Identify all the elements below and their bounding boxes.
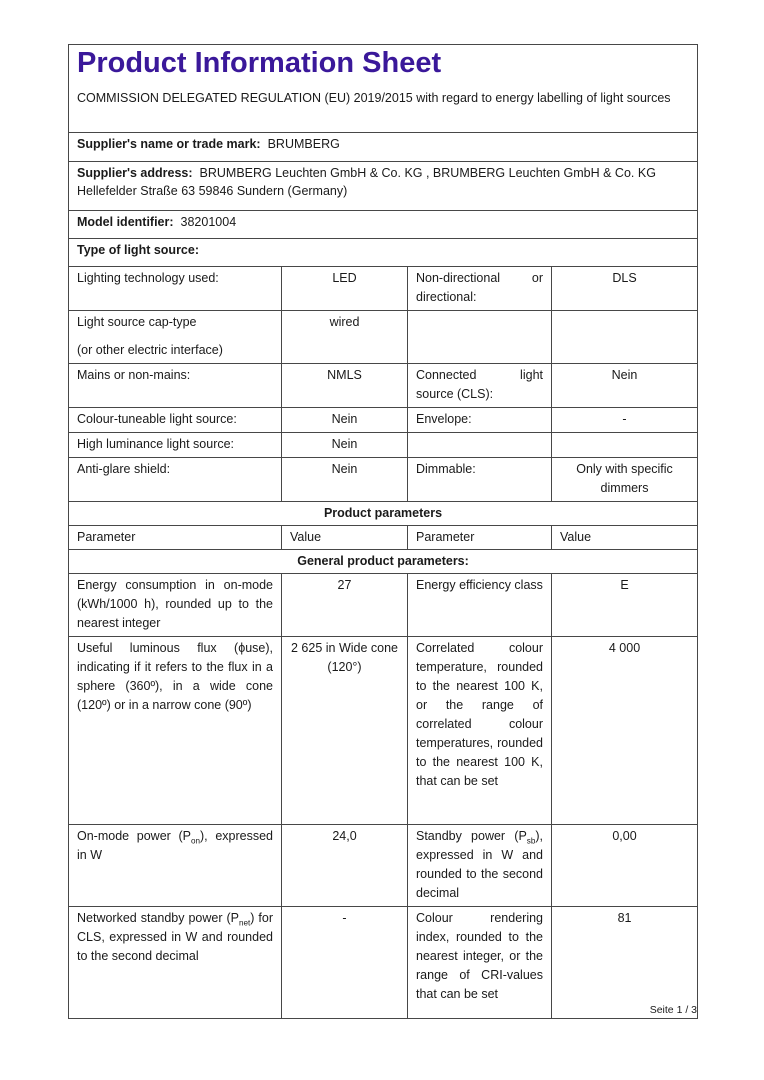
supplier-name-row [69, 133, 698, 162]
param-label-cell: Envelope: [408, 408, 552, 433]
param-value-cell: NMLS [282, 364, 408, 408]
table-row [69, 458, 698, 502]
param-value-cell: - [552, 408, 698, 433]
page-number: Seite 1 / 3 [649, 1004, 697, 1016]
column-header: Value [552, 525, 698, 549]
cap-type-line1: Light source cap-type [77, 315, 197, 329]
table-row [69, 636, 698, 824]
param-label-cell: On-mode power $(P_{on})$, expressed in W [69, 824, 282, 906]
column-header: Parameter [408, 525, 552, 549]
table-row [69, 267, 698, 311]
param-label-cell: Networked standby power $(P_{net})$ for CLS, expressed in W and rounded to the second decimal [69, 906, 282, 1018]
table-row [69, 824, 698, 906]
param-value-cell: wired [282, 311, 408, 364]
param-label-cell: Mains or non-mains: [69, 364, 282, 408]
regulation-subtitle: COMMISSION DELEGATED REGULATION (EU) 2019/2015 with regard to energy labelling of light sources [77, 91, 671, 106]
param-label-cell: High luminance light source: [69, 433, 282, 458]
model-identifier-label: Model identifier: [77, 215, 174, 229]
table-row [69, 311, 698, 364]
type-of-light-source-row [69, 239, 698, 267]
param-value-cell: DLS [552, 267, 698, 311]
supplier-name-value: BRUMBERG [267, 137, 340, 151]
cap-type-line2: (or other electric interface) [77, 343, 223, 357]
product-parameters-heading: Product parameters [69, 501, 698, 525]
param-label-cell [408, 311, 552, 364]
param-value-cell: Nein [282, 408, 408, 433]
model-identifier-value: 38201004 [180, 215, 237, 229]
product-info-sheet-table [68, 44, 698, 1019]
page-title: Product Information Sheet [77, 47, 442, 79]
param-label-cell: Standby power $(P_{sb})$, expressed in W and rounded to the second decimal [408, 824, 552, 906]
param-value-cell: E [552, 573, 698, 636]
param-value-cell: 4 000 [552, 636, 698, 824]
param-label-cell: Colour-tuneable light source: [69, 408, 282, 433]
param-label-cell: Energy consumption in on-mode (kWh/1000 h), rounded up to the nearest integer [69, 573, 282, 636]
param-label-cell: Anti-glare shield: [69, 458, 282, 502]
param-value-cell: Only with specific dimmers [552, 458, 698, 502]
supplier-address-row [69, 162, 698, 211]
param-value-cell: Nein [552, 364, 698, 408]
table-row [69, 573, 698, 636]
param-label-cell: Connected light source (CLS): [408, 364, 552, 408]
param-value-cell: 27 [282, 573, 408, 636]
param-value-cell: LED [282, 267, 408, 311]
param-label-cell [408, 433, 552, 458]
general-parameters-heading: General product parameters: [69, 549, 698, 573]
param-value-cell [552, 311, 698, 364]
param-value-cell: 0,00 [552, 824, 698, 906]
table-row [69, 364, 698, 408]
column-header: Parameter [69, 525, 282, 549]
type-of-light-source-label: Type of light source: [77, 243, 199, 257]
table-row [69, 433, 698, 458]
column-header: Value [282, 525, 408, 549]
param-value-cell [552, 433, 698, 458]
param-value-cell: 2 625 in Wide cone (120°) [282, 636, 408, 824]
param-label-cell: Lighting technology used: [69, 267, 282, 311]
model-identifier-row [69, 211, 698, 239]
header-cell [69, 45, 698, 133]
column-header-row [69, 525, 698, 549]
param-label-cell: Non-directional or directional: [408, 267, 552, 311]
param-label-cell: Dimmable: [408, 458, 552, 502]
supplier-address-value: BRUMBERG Leuchten GmbH & Co. KG , BRUMBERG Leuchten GmbH & Co. KG Hellefelder Straße 63 59846 Sundern (Germany) [77, 166, 656, 199]
param-label-cell: Useful luminous flux (ϕuse), indicating if it refers to the flux in a sphere (360º), in a wide cone (120º) or in a narrow cone (90º) [69, 636, 282, 824]
param-label-cell [69, 311, 282, 364]
param-value-cell: - [282, 906, 408, 1018]
param-label-cell: Colour rendering index, rounded to the nearest integer, or the range of CRI-values that can be set [408, 906, 552, 1018]
table-row [69, 906, 698, 1018]
param-label-cell: Correlated colour temperature, rounded to the nearest 100 K, or the range of correlated colour temperatures, rounded to the nearest 100 K, that can be set [408, 636, 552, 824]
supplier-address-label: Supplier's address: [77, 166, 193, 180]
table-row [69, 408, 698, 433]
param-label-cell: Energy efficiency class [408, 573, 552, 636]
supplier-name-label: Supplier's name or trade mark: [77, 137, 261, 151]
param-value-cell: Nein [282, 458, 408, 502]
param-value-cell: 24,0 [282, 824, 408, 906]
param-value-cell: Nein [282, 433, 408, 458]
param-value-cell: 81 [552, 906, 698, 1018]
